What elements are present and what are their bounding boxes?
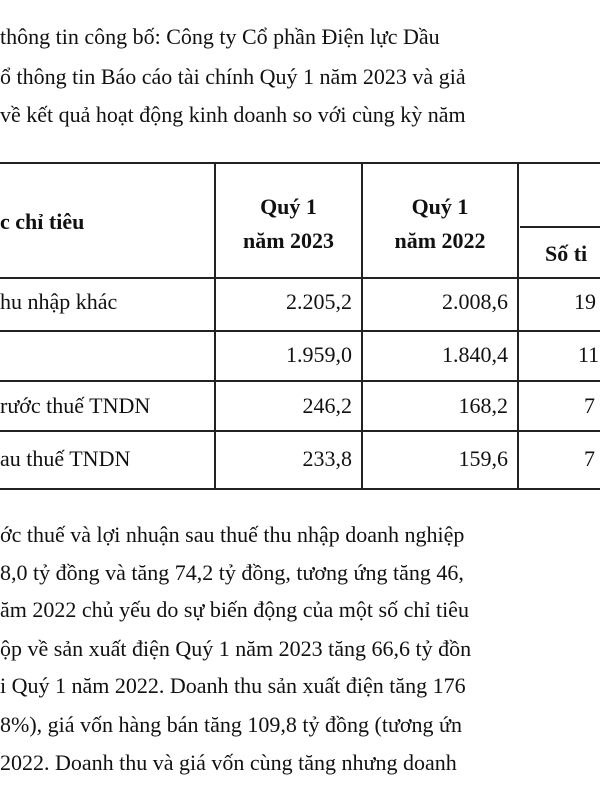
header-difference-amount: Số ti bbox=[545, 241, 588, 266]
table-bottom-border bbox=[0, 488, 600, 490]
intro-line-2: ổ thông tin Báo cáo tài chính Quý 1 năm 2023 và giả bbox=[0, 64, 466, 89]
table-header-bottom-border bbox=[0, 277, 600, 279]
row-4-label: au thuế TNDN bbox=[0, 446, 131, 471]
row-1-label: hu nhập khác bbox=[0, 289, 118, 314]
body-p2-line-3: 8%), giá vốn hàng bán tăng 109,8 tỷ đồng (tương ứn bbox=[0, 712, 462, 737]
table-row-border-3 bbox=[0, 430, 600, 432]
header-q1-2023-line1: Quý 1 bbox=[260, 194, 317, 219]
body-p2-line-1: ộp về sản xuất điện Quý 1 năm 2023 tăng 66,6 tỷ đồn bbox=[0, 636, 472, 661]
body-p1-line-2: 8,0 tỷ đồng và tăng 74,2 tỷ đồng, tương ứng tăng 46, bbox=[0, 560, 464, 585]
row-2-q1-2022: 1.840,4 bbox=[442, 342, 508, 367]
header-q1-2023-line2: năm 2023 bbox=[242, 228, 335, 253]
row-3-q1-2023: 246,2 bbox=[302, 393, 352, 418]
header-q1-2022-line1: Quý 1 bbox=[411, 194, 469, 219]
table-top-border bbox=[0, 162, 600, 164]
intro-line-1: thông tin công bố: Công ty Cổ phần Điện lực Dầu bbox=[0, 24, 440, 49]
row-3-label: rước thuế TNDN bbox=[0, 393, 151, 418]
row-3-q1-2022: 168,2 bbox=[458, 393, 508, 418]
body-p2-line-2: i Quý 1 năm 2022. Doanh thu sản xuất điện tăng 176 bbox=[0, 673, 466, 698]
row-4-difference: 7 bbox=[584, 446, 595, 471]
row-1-difference: 19 bbox=[574, 289, 596, 314]
header-q1-2022-line2: năm 2022 bbox=[394, 228, 486, 253]
row-2-difference: 11 bbox=[578, 342, 600, 367]
row-4-q1-2023: 233,8 bbox=[302, 446, 352, 471]
body-p1-line-1: ớc thuế và lợi nhuận sau thuế thu nhập doanh nghiệp bbox=[0, 522, 465, 547]
table-col-divider-3 bbox=[517, 162, 519, 490]
row-4-q1-2022: 159,6 bbox=[458, 446, 508, 471]
header-criteria: c chỉ tiêu bbox=[0, 209, 85, 234]
table-row-border-2 bbox=[0, 380, 600, 382]
intro-line-3: về kết quả hoạt động kinh doanh so với cùng kỳ năm bbox=[0, 102, 466, 127]
body-p2-line-4: 2022. Doanh thu và giá vốn cùng tăng nhưng doanh bbox=[0, 750, 457, 775]
row-1-q1-2023: 2.205,2 bbox=[286, 289, 352, 314]
table-row-border-1 bbox=[0, 330, 600, 332]
row-1-q1-2022: 2.008,6 bbox=[442, 289, 508, 314]
body-p1-line-3: ăm 2022 chủ yếu do sự biến động của một số chỉ tiêu bbox=[0, 597, 469, 622]
row-3-difference: 7 bbox=[584, 393, 595, 418]
table-subheader-border bbox=[520, 226, 600, 228]
row-2-q1-2023: 1.959,0 bbox=[286, 342, 352, 367]
